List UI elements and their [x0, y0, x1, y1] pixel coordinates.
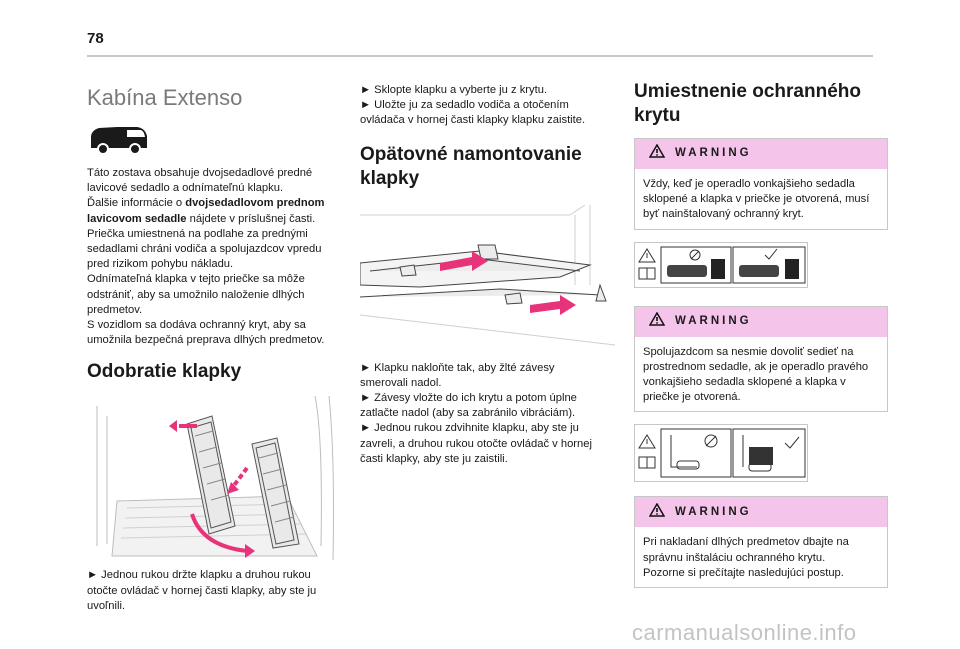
warning-text: Vždy, keď je operadlo vonkajšieho sedadla sklopené a klapka v priečke je otvorená, musí byť nainštalovaný ochranný kryt.	[643, 178, 870, 221]
removal-steps-continued: ► Sklopte klapku a vyberte ju z krytu. ► Uložte ju za sedadlo vodiča a otočením ovládača v hornej časti klapky klapku zaistite.	[360, 84, 586, 127]
check-icon	[765, 249, 777, 259]
top-rule	[87, 55, 873, 57]
warning-triangle-icon	[649, 312, 665, 331]
section-title-removal: Odobratie klapky	[87, 361, 242, 383]
prohibited-icon	[690, 250, 700, 260]
refitting-steps: ► Klapku nakloňte tak, aby žlté závesy smerovali nadol. ► Závesy vložte do ich krytu a potom úplne zatlačte nadol (aby sa zabránilo vibráciám). ► Jednou rukou zdvihnite klapku, aby ste ju zavreli, a druhou rukou otočte ovládač v hornej časti klapky, aby ste ju zaistili.	[360, 361, 592, 465]
section-title-cover: Umiestnenie ochranného krytu	[634, 81, 861, 126]
column-3	[634, 80, 889, 588]
book-icon	[639, 457, 655, 468]
page-number: 78	[87, 30, 104, 47]
warning-box-1	[634, 138, 888, 230]
warning-triangle-icon	[639, 435, 655, 448]
warning-header	[635, 307, 887, 337]
removal-step: ► Jednou rukou držte klapku a druhou rukou otočte ovládač v hornej časti klapky, aby ste ju uvoľnili.	[87, 569, 317, 612]
warning-box-3	[634, 496, 888, 588]
warning-text: Spolujazdcom sa nesmie dovoliť sedieť na prostrednom sedadle, ak je operadlo pravého vonkajšieho sedadla sklopené a klapka v priečke je otvorená.	[643, 345, 869, 404]
icon-panel-1	[634, 242, 808, 288]
flap-refitting-figure	[360, 205, 615, 355]
check-icon	[785, 437, 799, 448]
icon-panel-2	[634, 424, 808, 482]
page-title: Kabína Extenso	[87, 85, 243, 110]
warning-header	[635, 139, 887, 169]
column-1	[87, 80, 337, 614]
warning-triangle-icon	[649, 503, 665, 522]
flap-removal-figure	[87, 396, 337, 560]
intro-paragraph	[87, 166, 337, 348]
warning-header	[635, 497, 887, 527]
book-icon	[639, 268, 655, 279]
watermark: carmanualsonline.info	[632, 620, 857, 645]
column-2	[360, 80, 615, 467]
warning-triangle-icon	[649, 144, 665, 163]
intro-text-2: nájdete v príslušnej časti. Priečka umiestnená na podlahe za prednými sedadlami chráni vodiča a spolujazdcov vpredu pred rizikom pohybu nákladu. Odnímateľná klapka v tejto priečke sa môže odstrániť, aby sa umožnilo naloženie dlhých predmetov. S vozidlom sa dodáva ochranný kryt, aby sa umožnila bezpečná preprava dlhých predmetov.	[87, 212, 325, 347]
intro-text-1: Táto zostava obsahuje dvojsedadlové predné lavicové sedadlo a odnímateľnú klapku. Ďalšie informácie o	[87, 167, 313, 210]
prohibited-icon	[705, 435, 717, 447]
warning-triangle-icon	[639, 249, 655, 262]
warning-box-2	[634, 306, 888, 413]
warning-title: WARNING	[675, 505, 752, 518]
van-icon	[87, 124, 337, 158]
warning-text: Pri nakladaní dlhých predmetov dbajte na správnu inštaláciu ochranného krytu. Pozorne si prečítajte nasledujúci postup.	[643, 536, 849, 579]
intro-bold-term: dvojsedadlovom prednom lavicovom sedadle	[87, 197, 325, 225]
section-title-refitting: Opätovné namontovanie klapky	[360, 143, 582, 189]
warning-title: WARNING	[675, 147, 752, 160]
warning-title: WARNING	[675, 315, 752, 327]
